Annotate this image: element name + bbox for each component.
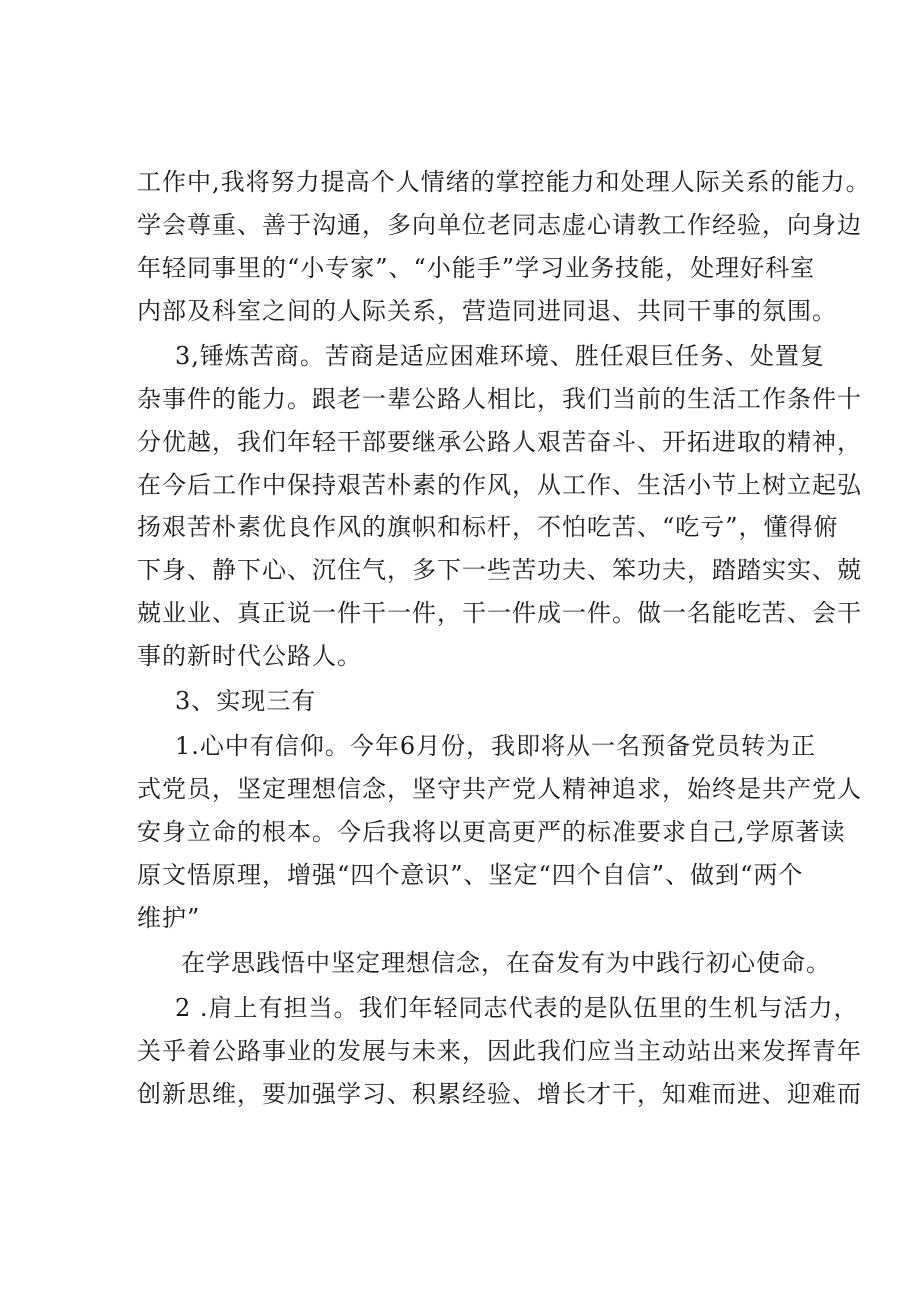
text-line: 学会尊重、善于沟通，多向单位老同志虚心请教工作经验，向身边 (137, 211, 862, 239)
text-line: 在今后工作中保持艰苦朴素的作风，从工作、生活小节上树立起弘 (137, 471, 862, 499)
text-line: 兢业业、真正说一件干一件，干一件成一件。做一名能吃苦、会干 (137, 599, 862, 627)
text-line: 原文悟原理，增强“四个意识”、坚定“四个自信”、做到“两个 (137, 861, 804, 889)
text-line: 维护” (137, 904, 201, 932)
paragraph-heading-1: 1.心中有信仰。今年6月份，我即将从一名预备党员转为正 (175, 732, 817, 760)
text-line: 杂事件的能力。跟老一辈公路人相比，我们当前的生活工作条件十 (137, 385, 862, 413)
text-line: 式党员，坚定理想信念，坚守共产党人精神追求，始终是共产党人 (137, 775, 862, 803)
text-line: 安身立命的根本。今后我将以更高更严的标准要求自己,学原著读 (137, 818, 846, 846)
paragraph-heading-2: 2 .肩上有担当。我们年轻同志代表的是队伍里的生机与活力， (175, 994, 859, 1022)
text-line: 下身、静下心、沉住气，多下一些苦功夫、笨功夫，踏踏实实、兢 (137, 556, 862, 584)
text-line: 分优越，我们年轻干部要继承公路人艰苦奋斗、开拓进取的精神， (137, 428, 862, 456)
text-line: 扬艰苦朴素优良作风的旗帜和标杆，不怕吃苦、“吃亏”，懂得俯 (137, 513, 839, 541)
section-heading: 3、实现三有 (175, 687, 317, 715)
text-line: 内部及科室之间的人际关系，营造同进同退、共同干事的氛围。 (137, 297, 837, 325)
text-line: 工作中,我将努力提高个人情绪的掌控能力和处理人际关系的能力。 (137, 168, 871, 196)
text-line: 在学思践悟中坚定理想信念，在奋发有为中践行初心使命。 (181, 949, 831, 977)
text-line: 关乎着公路事业的发展与未来，因此我们应当主动站出来发挥青年 (137, 1037, 862, 1065)
text-line: 年轻同事里的“小专家”、“小能手”学习业务技能，处理好科室 (137, 254, 816, 282)
text-line: 事的新时代公路人。 (137, 642, 362, 670)
text-line: 创新思维，要加强学习、积累经验、增长才干，知难而进、迎难而 (137, 1080, 862, 1108)
paragraph-heading-3: 3,锤炼苦商。苦商是适应困难环境、胜任艰巨任务、处置复 (175, 342, 825, 370)
